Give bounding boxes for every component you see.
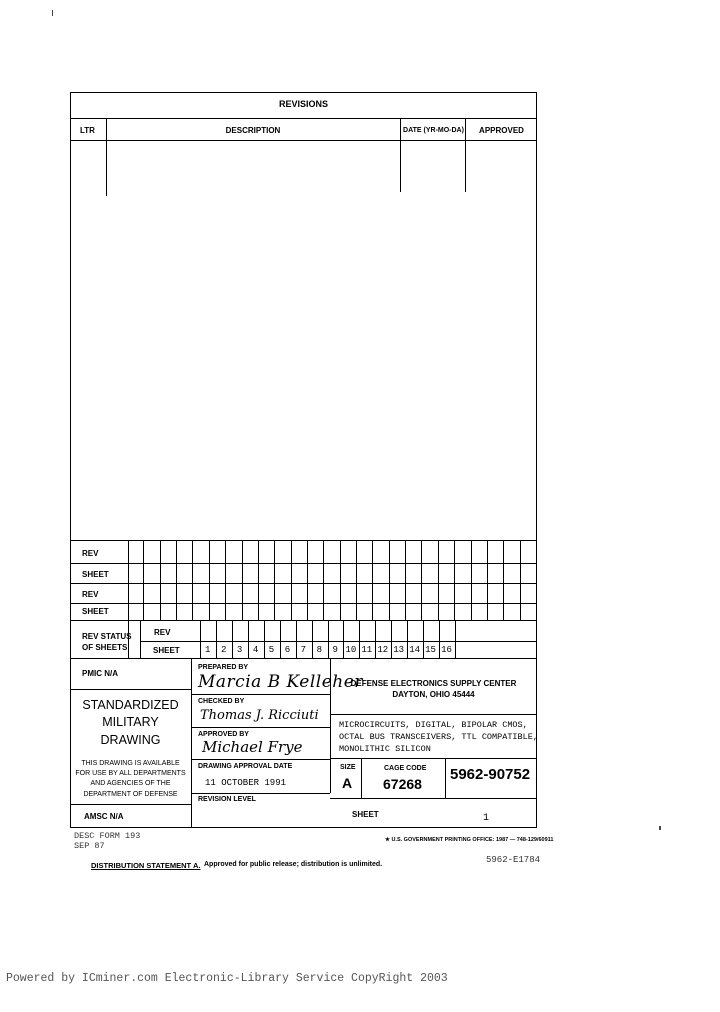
grid-column-line [328, 621, 329, 659]
revisions-title: REVISIONS [278, 99, 328, 109]
availability-line1: THIS DRAWING IS AVAILABLE [81, 760, 180, 767]
revisions-rule-top [70, 118, 537, 119]
smd-title-line2: MILITARY [102, 715, 159, 729]
checked-by-label: CHECKED BY [198, 698, 245, 705]
revisions-divider-date [400, 118, 401, 192]
grid-column-line [405, 541, 406, 621]
pmic-label: PMIC N/A [82, 669, 118, 678]
size-label: SIZE [340, 764, 356, 771]
agency-address: DAYTON, OHIO 45444 [392, 690, 475, 699]
grid-column-line [323, 541, 324, 621]
status-sheet-label-1: SHEET [82, 570, 109, 579]
grid-column-line [520, 541, 521, 621]
drawing-description-line3: MONOLITHIC SILICON [339, 744, 431, 754]
grid-column-line [421, 541, 422, 621]
grid-column-line [423, 621, 424, 659]
grid-column-line [389, 541, 390, 621]
grid-column-line [160, 541, 161, 621]
sheet-number: 4 [252, 645, 259, 655]
scan-speck [659, 826, 661, 830]
grid-column-line [391, 621, 392, 659]
grid-column-line [487, 541, 488, 621]
status-rev-label-1: REV [82, 549, 99, 558]
grid-column-line [264, 621, 265, 659]
grid-column-line [242, 541, 243, 621]
revisions-divider-ltr [106, 118, 107, 196]
drawing-description-line2: OCTAL BUS TRANSCEIVERS, TTL COMPATIBLE, [339, 732, 538, 742]
grid-column-line [536, 541, 537, 621]
prepared-by-signature: Marcia B Kelleher [198, 672, 363, 692]
sheet-number: 16 [441, 645, 452, 655]
sheet-number: 8 [316, 645, 322, 655]
sheet-number: 9 [332, 645, 338, 655]
grid-column-line [375, 621, 376, 659]
grid-column-line [438, 541, 439, 621]
size-value: A [342, 775, 353, 791]
grid-column-line [216, 621, 217, 659]
sheet-number: 5 [268, 645, 275, 655]
rev-status-rev-label: REV [154, 628, 171, 637]
grid-column-line [340, 541, 341, 621]
sheet-grid-upper [128, 541, 537, 621]
grid-column-line [407, 621, 408, 659]
sheet-number: 14 [409, 645, 420, 655]
document-id: 5962-E1784 [486, 855, 541, 865]
approved-by-label: APPROVED BY [198, 731, 249, 738]
revisions-rule-header [70, 140, 537, 141]
cage-code-label: CAGE CODE [384, 765, 427, 772]
grid-column-line [372, 541, 373, 621]
grid-column-line [359, 621, 360, 659]
gpo-notice: ★ U.S. GOVERNMENT PRINTING OFFICE: 1987 — 748-129/60911 [385, 837, 554, 843]
grid-column-line [248, 621, 249, 659]
drawing-approval-date: 11 OCTOBER 1991 [205, 778, 287, 788]
grid-column-line [209, 541, 210, 621]
agency-name: DEFENSE ELECTRONICS SUPPLY CENTER [350, 679, 517, 688]
grid-column-line [225, 541, 226, 621]
status-sheet-label-2: SHEET [82, 607, 109, 616]
grid-column-line [291, 541, 292, 621]
grid-column-line [296, 621, 297, 659]
grid-column-line [471, 541, 472, 621]
grid-column-line [343, 621, 344, 659]
amsc-label: AMSC N/A [84, 812, 124, 821]
sheet-number: 1 [205, 645, 211, 655]
of-sheets-label: OF SHEETS [82, 643, 128, 652]
grid-column-line [503, 541, 504, 621]
rev-status-label: REV STATUS [82, 632, 132, 641]
availability-line2: FOR USE BY ALL DEPARTMENTS [75, 770, 186, 777]
approved-by-signature: Michael Frye [202, 738, 303, 756]
availability-line4: DEPARTMENT OF DEFENSE [83, 791, 178, 798]
sheet-value: 1 [483, 813, 490, 824]
grid-column-line [455, 621, 456, 659]
revisions-col-description: DESCRIPTION [225, 126, 281, 135]
grid-column-line [232, 621, 233, 659]
smd-title-line1: STANDARDIZED [82, 698, 179, 712]
sheet-number: 3 [236, 645, 243, 655]
grid-column-line [258, 541, 259, 621]
distribution-statement-text: Approved for public release; distribution is unlimited. [204, 861, 383, 868]
smd-title-line3: DRAWING [100, 733, 161, 747]
grid-column-line [143, 541, 144, 621]
sheet-number: 11 [361, 645, 373, 655]
form-number: DESC FORM 193 [74, 831, 141, 841]
grid-column-line [176, 541, 177, 621]
sheet-grid-lower [200, 621, 455, 659]
status-rev-label-2: REV [82, 590, 99, 599]
grid-column-line [454, 541, 455, 621]
title-block-top-rule [70, 658, 537, 659]
grid-column-line [439, 621, 440, 659]
form-date: SEP 87 [74, 841, 105, 851]
sheet-number: 7 [300, 645, 307, 655]
sheet-number: 6 [284, 645, 291, 655]
sheet-number: 10 [345, 645, 357, 655]
sheet-number: 15 [425, 645, 436, 655]
scan-speck [52, 10, 53, 16]
sheet-number: 13 [393, 645, 405, 655]
drawing-description-line1: MICROCIRCUITS, DIGITAL, BIPOLAR CMOS, [339, 720, 528, 730]
grid-column-line [356, 541, 357, 621]
powered-by-footer: Powered by ICminer.com Electronic-Library Service CopyRight 2003 [6, 972, 448, 985]
revisions-col-approved: APPROVED [479, 126, 524, 135]
sheet-number: 2 [220, 645, 227, 655]
prepared-by-label: PREPARED BY [198, 664, 249, 671]
revisions-col-date: DATE (YR-MO-DA) [403, 127, 464, 134]
distribution-statement-label: DISTRIBUTION STATEMENT A. [91, 861, 201, 870]
sheet-label: SHEET [352, 810, 379, 819]
rev-status-sheet-label: SHEET [153, 646, 180, 655]
grid-column-line [312, 621, 313, 659]
grid-column-line [274, 541, 275, 621]
cage-code-value: 67268 [383, 776, 422, 792]
drawing-approval-label: DRAWING APPROVAL DATE [198, 763, 293, 770]
drawing-number: 5962-90752 [450, 766, 531, 783]
revisions-col-ltr: LTR [80, 126, 95, 135]
grid-column-line [307, 541, 308, 621]
revision-level-label: REVISION LEVEL [198, 796, 256, 803]
sheet-number: 12 [377, 645, 389, 655]
availability-line3: AND AGENCIES OF THE [90, 780, 171, 787]
grid-column-line [280, 621, 281, 659]
title-block-left-divider [191, 658, 192, 828]
revisions-divider-approved [465, 118, 466, 192]
checked-by-signature: Thomas J. Ricciuti [200, 708, 319, 723]
status-block [70, 540, 537, 659]
grid-column-line [192, 541, 193, 621]
